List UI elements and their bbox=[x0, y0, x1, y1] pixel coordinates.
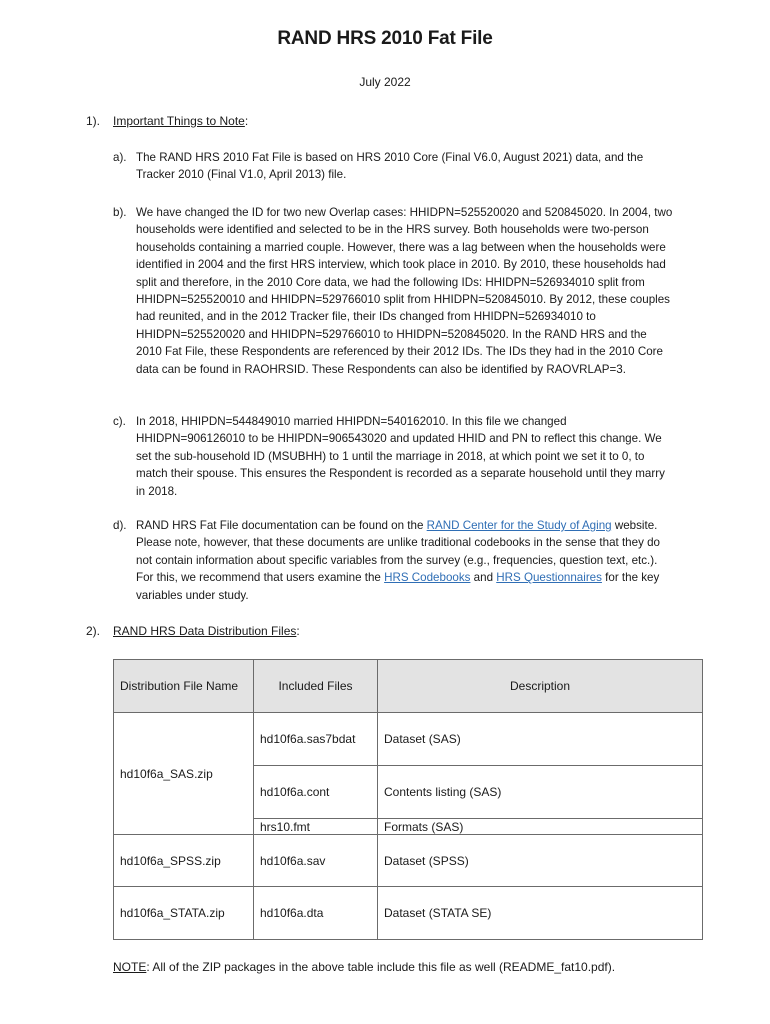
section-2-colon: : bbox=[296, 624, 300, 638]
included-file-cell: hd10f6a.sas7bdat bbox=[254, 713, 378, 766]
note-item-a bbox=[113, 149, 673, 184]
table-note bbox=[113, 960, 615, 974]
note-item-text: We have changed the ID for two new Overlap cases: HHIDPN=525520020 and 520845020. In 2004, two households were identified and selected to be in the HRS survey. Both households were two-person households containing a married couple. However, there was a lag between when the households were identified in 2004 and the first HRS interview, which took place in 2010. By 2010, these households had split and therefore, in the 2010 Core data, we had the following IDs: HHIDPN=526934010 split from HHIDPN=525520010 and HHIDPN=529766010 split from HHIDPN=520845010. By 2012, these couples had reunited, and in the 2012 Tracker file, their IDs changed from HHIDPN=526934010 to HHIDPN=525520020 and HHIDPN=529766010 to HHIDPN=520845020. In the RAND HRS and the 2010 Fat File, these Respondents are referenced by their 2012 IDs. The IDs they had in the 2010 Core data can be found in RAOHRSID. These Respondents can also be identified by RAOVRLAP=3. bbox=[136, 206, 673, 376]
description-cell: Dataset (STATA SE) bbox=[378, 887, 703, 940]
hrs-questionnaires-link[interactable]: HRS Questionnaires bbox=[496, 571, 602, 585]
hrs-codebooks-link[interactable]: HRS Codebooks bbox=[384, 571, 471, 585]
note-item-d bbox=[113, 517, 673, 604]
rand-aging-center-link[interactable]: RAND Center for the Study of Aging bbox=[426, 519, 612, 532]
note-item-label: a). bbox=[113, 151, 127, 164]
description-cell: Formats (SAS) bbox=[378, 819, 703, 835]
section-2-heading bbox=[86, 624, 300, 638]
table-row bbox=[114, 835, 703, 887]
distribution-file-cell: hd10f6a_SPSS.zip bbox=[114, 835, 254, 887]
document-title: RAND HRS 2010 Fat File bbox=[277, 28, 493, 49]
table-header-row bbox=[114, 660, 703, 713]
section-2-title: RAND HRS Data Distribution Files bbox=[113, 624, 297, 638]
note-item-text bbox=[136, 517, 673, 604]
distribution-file-cell: hd10f6a_STATA.zip bbox=[114, 887, 254, 940]
text-fragment: website. Please note, however, that these documents are unlike traditional codebooks in the sense that they do not contain information about specific variables from the survey (e.g., frequencies, question text, etc.). For this, we recommend that users examine the bbox=[136, 519, 660, 585]
column-header-included-files: Included Files bbox=[254, 660, 378, 713]
distribution-file-cell: hd10f6a_SAS.zip bbox=[114, 713, 254, 835]
table-row bbox=[114, 887, 703, 940]
included-file-cell: hd10f6a.cont bbox=[254, 766, 378, 819]
description-cell: Contents listing (SAS) bbox=[378, 766, 703, 819]
table-row bbox=[114, 713, 703, 766]
section-1-title: Important Things to Note bbox=[113, 114, 245, 128]
note-item-text: The RAND HRS 2010 Fat File is based on HRS 2010 Core (Final V6.0, August 2021) data, and the Tracker 2010 (Final V1.0, April 2013) file. bbox=[136, 151, 644, 182]
note-item-text: In 2018, HHIPDN=544849010 married HHIPDN=540162010. In this file we changed HHIDPN=906126010 to be HHIPDN=906543020 and updated HHID and PN to reflect this change. We set the sub-household ID (MSUBHH) to 1 until the marriage in 2018, at which point we set it to 0, to match their spouse. This ensures the Respondent is recorded as a separate household until they marry in 2018. bbox=[136, 415, 665, 498]
section-1-number: 1). bbox=[86, 114, 101, 128]
text-fragment: RAND HRS Fat File documentation can be found on the bbox=[136, 519, 427, 532]
note-item-label: b). bbox=[113, 206, 127, 219]
note-item-c bbox=[113, 413, 673, 500]
column-header-distribution-file: Distribution File Name bbox=[114, 660, 254, 713]
description-cell: Dataset (SPSS) bbox=[378, 835, 703, 887]
document-date: July 2022 bbox=[359, 75, 411, 89]
note-item-label: d). bbox=[113, 519, 127, 532]
text-fragment: and bbox=[470, 571, 497, 585]
note-item-b bbox=[113, 204, 673, 378]
included-file-cell: hrs10.fmt bbox=[254, 819, 378, 835]
description-cell: Dataset (SAS) bbox=[378, 713, 703, 766]
section-1-heading bbox=[86, 114, 248, 128]
note-label: NOTE bbox=[113, 960, 147, 974]
included-file-cell: hd10f6a.dta bbox=[254, 887, 378, 940]
included-file-cell: hd10f6a.sav bbox=[254, 835, 378, 887]
note-text: : All of the ZIP packages in the above table include this file as well (README_fat10.pdf). bbox=[146, 960, 616, 974]
text-fragment: for the key variables under study. bbox=[136, 571, 660, 602]
note-item-label: c). bbox=[113, 415, 126, 428]
distribution-files-table bbox=[113, 659, 703, 940]
section-2-number: 2). bbox=[86, 624, 101, 638]
column-header-description: Description bbox=[378, 660, 703, 713]
section-1-colon: : bbox=[244, 114, 249, 128]
